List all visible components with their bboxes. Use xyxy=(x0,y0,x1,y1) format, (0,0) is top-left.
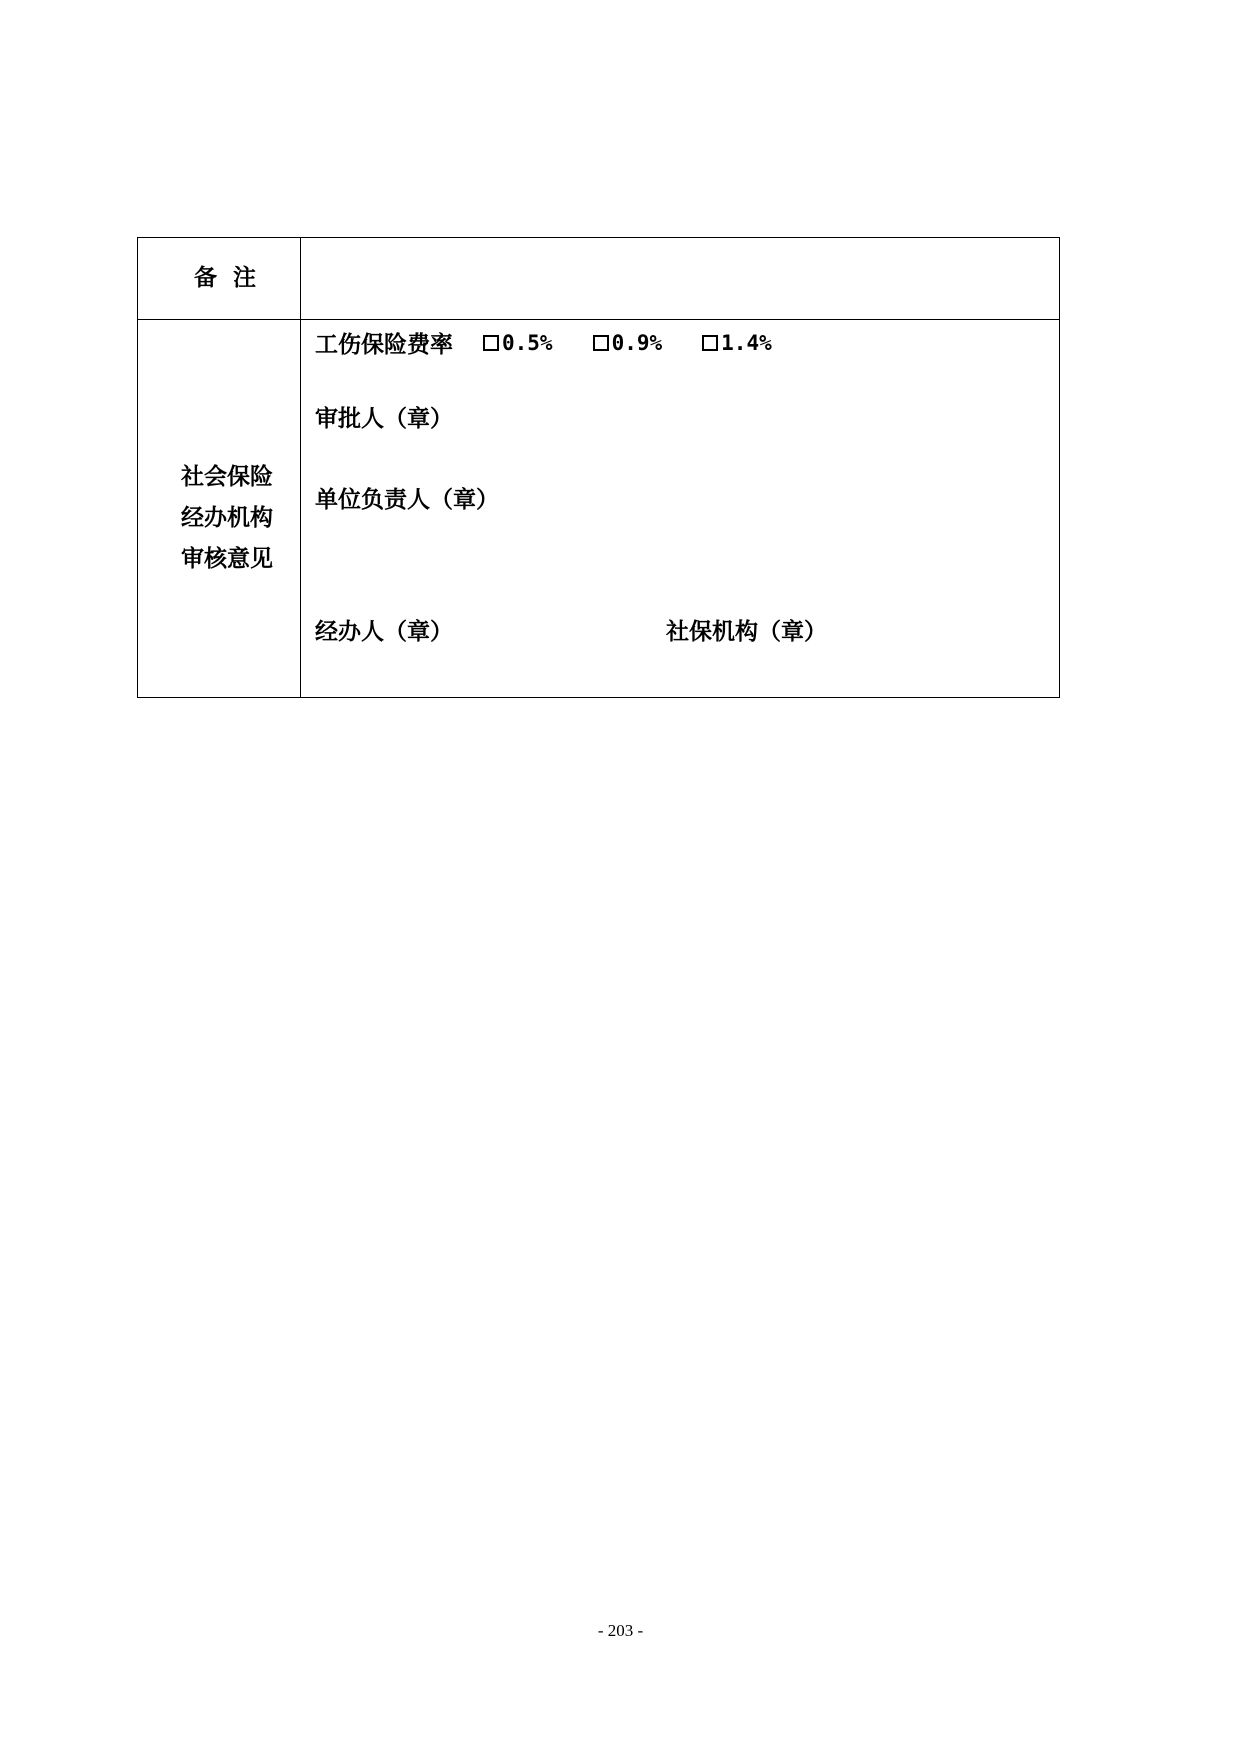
dept-label-line-2: 经办机构 xyxy=(181,504,273,531)
rate-option-0-9[interactable] xyxy=(593,331,663,355)
column-divider xyxy=(300,238,301,697)
rate-value: 0.5% xyxy=(502,330,553,355)
injury-rate-label: 工伤保险费率 xyxy=(315,331,453,358)
injury-rate-row xyxy=(315,326,812,359)
rate-value: 1.4% xyxy=(721,330,772,355)
approver-label: 审批人（章） xyxy=(315,405,453,432)
page-number: - 203 - xyxy=(597,1621,644,1640)
agency-label: 社保机构（章） xyxy=(666,618,827,645)
remarks-label: 备注 xyxy=(194,264,272,291)
review-form-table xyxy=(137,237,1060,698)
checkbox-icon[interactable] xyxy=(483,335,499,351)
row-divider xyxy=(138,319,1059,320)
dept-label-line-1: 社会保险 xyxy=(181,463,273,490)
unit-head-label: 单位负责人（章） xyxy=(315,486,499,513)
rate-option-0-5[interactable] xyxy=(483,331,553,355)
checkbox-icon[interactable] xyxy=(702,335,718,351)
rate-option-1-4[interactable] xyxy=(702,331,772,355)
rate-value: 0.9% xyxy=(611,330,663,355)
remarks-field[interactable] xyxy=(302,238,1059,318)
checkbox-icon[interactable] xyxy=(593,335,609,351)
handler-label: 经办人（章） xyxy=(315,618,453,645)
dept-label-line-3: 审核意见 xyxy=(181,545,273,572)
